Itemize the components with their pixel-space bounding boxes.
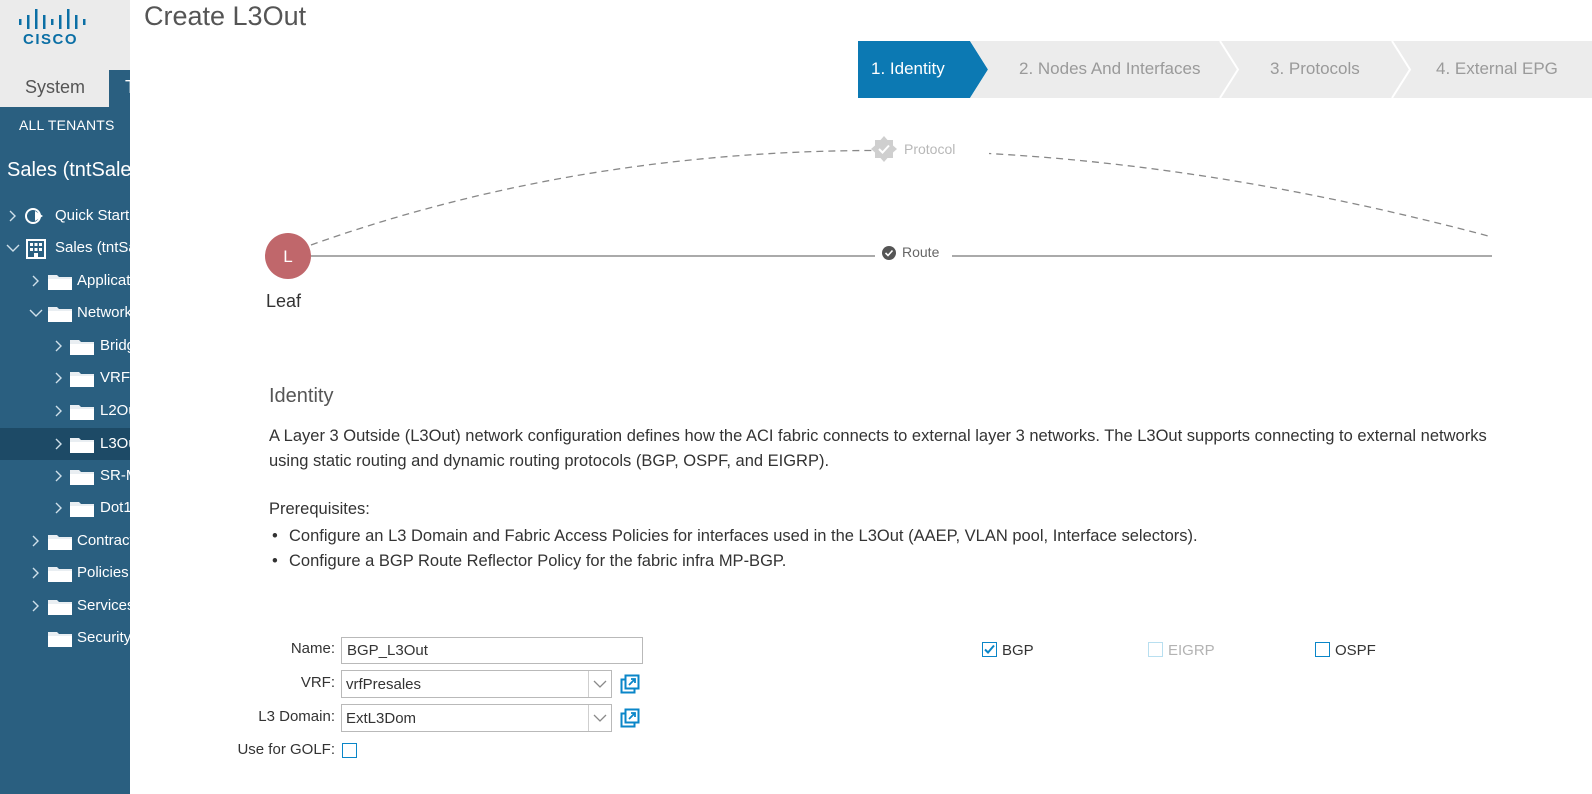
open-external-icon[interactable] (620, 708, 640, 728)
chevron-down-icon[interactable] (593, 712, 607, 724)
chevron-down-icon[interactable] (6, 243, 20, 253)
tree-item-label: L3Outs (100, 435, 149, 452)
tree-item-l2outs[interactable] (0, 395, 149, 427)
chevron-right-icon[interactable] (31, 566, 41, 580)
chevron-down-icon[interactable] (593, 678, 607, 690)
folder-icon (70, 468, 94, 485)
chevron-right-icon[interactable] (54, 501, 64, 515)
folder-icon (48, 305, 72, 322)
chevron-right-icon[interactable] (8, 209, 18, 223)
chevron-right-icon[interactable] (54, 469, 64, 483)
eigrp-checkbox[interactable] (1148, 642, 1163, 657)
tree-item-label: L2Outs (100, 402, 149, 419)
prerequisite-item: • Configure a BGP Route Reflector Policy for the fabric infra MP-BGP. (270, 549, 1198, 574)
folder-icon (70, 436, 94, 453)
vrf-selected-value: vrfPresales (346, 676, 422, 693)
wizard-step-protocols[interactable] (1220, 41, 1410, 98)
tab-system[interactable]: System (25, 77, 86, 97)
bgp-checkbox[interactable] (982, 642, 997, 657)
route-check-icon (882, 246, 896, 260)
tree-item-sr-mpls[interactable] (0, 460, 167, 492)
tree-item-policies[interactable] (0, 557, 130, 589)
cisco-bars-icon (19, 9, 87, 29)
tree-item-l3outs[interactable] (0, 428, 149, 460)
chevron-right-icon[interactable] (31, 534, 41, 548)
vrf-select[interactable] (341, 670, 612, 698)
all-tenants-link[interactable]: ALL TENANTS (19, 117, 115, 133)
tree-item-label: Application Profiles (77, 272, 205, 289)
bgp-label: BGP (1002, 642, 1034, 659)
prerequisite-item: • Configure an L3 Domain and Fabric Access Policies for interfaces used in the L3Out (AAEP, VLAN pool, Interface selectors). (270, 524, 1198, 549)
tree-item-label: Quick Start (55, 207, 130, 224)
folder-icon (48, 533, 72, 550)
ospf-checkbox[interactable] (1315, 642, 1330, 657)
checkmark-icon (983, 643, 996, 656)
folder-icon (48, 273, 72, 290)
tree-item-networking[interactable] (0, 297, 153, 329)
tree-item-label: Policies (77, 564, 129, 581)
tree-item-label: SR-MPLS (100, 467, 167, 484)
wizard-step-label: 1. Identity (871, 59, 945, 78)
chevron-right-icon[interactable] (54, 371, 64, 385)
tree-item-security[interactable] (0, 622, 130, 654)
page-title: Create L3Out (144, 1, 307, 31)
tab-tenants[interactable]: Tenants (109, 70, 130, 107)
tree-item-label: Security (77, 629, 132, 646)
sidebar-tabs (0, 70, 189, 107)
use-for-golf-label: Use for GOLF: (237, 741, 335, 758)
select-divider (588, 705, 589, 731)
tree-item-vrfs[interactable] (0, 362, 138, 394)
tree-item-contracts[interactable] (0, 525, 142, 557)
wizard-step-external-epg[interactable] (1392, 41, 1592, 98)
tree-item-quick-start[interactable] (0, 200, 130, 232)
tree-item-label: VRFs (100, 369, 138, 386)
chevron-right-icon[interactable] (54, 437, 64, 451)
tree-item-bridge-domains[interactable] (0, 330, 207, 362)
chevron-right-icon[interactable] (54, 404, 64, 418)
prerequisites-list (270, 524, 1198, 574)
leaf-label: Leaf (266, 291, 302, 311)
folder-icon (48, 630, 72, 647)
tree-item-services[interactable] (0, 590, 135, 622)
chevron-right-icon[interactable] (54, 339, 64, 353)
open-external-icon[interactable] (620, 674, 640, 694)
quick-start-icon (24, 207, 48, 225)
protocol-label: Protocol (904, 141, 956, 157)
eigrp-label: EIGRP (1168, 642, 1215, 659)
ospf-label: OSPF (1335, 642, 1376, 659)
protocol-arc (311, 150, 1492, 245)
tree-item-label: Bridge Domains (100, 337, 207, 354)
folder-icon (48, 598, 72, 615)
tree-item-tenant[interactable] (0, 232, 161, 264)
l3-domain-selected-value: ExtL3Dom (346, 710, 417, 727)
cisco-logo (0, 0, 130, 70)
tree-item-label: Networking (77, 304, 153, 321)
cisco-logo-text: CISCO (23, 31, 79, 48)
chevron-right-icon[interactable] (31, 274, 41, 288)
l3-domain-select[interactable] (341, 704, 612, 732)
folder-icon (70, 500, 94, 517)
tree-item-dot1q-tunnels[interactable] (0, 492, 201, 524)
name-label: Name: (290, 640, 335, 657)
l3-domain-label: L3 Domain: (258, 708, 335, 725)
wizard-step-label: 4. External EPG (1436, 59, 1558, 78)
wizard-step-identity[interactable] (858, 41, 988, 98)
l3out-topology-diagram (130, 120, 1492, 280)
tree-item-label: Dot1Q Tunnels (100, 499, 201, 516)
tree-item-label: Services (77, 597, 135, 614)
left-navigation-sidebar (0, 0, 207, 794)
tree-item-label: Sales (tntSales) (55, 239, 161, 256)
create-l3out-wizard (130, 0, 1558, 794)
tenant-title: Sales (tntSales) (7, 159, 149, 181)
prerequisites-title: Prerequisites: (269, 500, 370, 518)
use-for-golf-checkbox[interactable] (342, 743, 357, 758)
chevron-right-icon[interactable] (31, 599, 41, 613)
wizard-step-label: 3. Protocols (1270, 59, 1360, 78)
name-input[interactable] (341, 637, 643, 664)
folder-icon (70, 370, 94, 387)
folder-icon (70, 338, 94, 355)
leaf-node-initial: L (283, 247, 293, 266)
route-label: Route (902, 244, 940, 260)
tenant-building-icon (26, 239, 46, 259)
vrf-label: VRF: (300, 674, 335, 691)
folder-icon (70, 403, 94, 420)
identity-heading: Identity (269, 385, 334, 407)
select-divider (588, 671, 589, 697)
chevron-down-icon[interactable] (29, 308, 43, 318)
wizard-step-nodes-and-interfaces[interactable] (970, 41, 1238, 98)
tree-item-application-profiles[interactable] (0, 265, 205, 297)
folder-icon (48, 565, 72, 582)
wizard-step-label: 2. Nodes And Interfaces (1019, 59, 1201, 78)
tree-item-label: Contracts (77, 532, 142, 549)
identity-description: A Layer 3 Outside (L3Out) network configuration defines how the ACI fabric connects to external layer 3 networks. The L3Out supports connecting to external networks using static routing and dynamic routing protocols (BGP, OSPF, and EIGRP). (269, 427, 1487, 470)
